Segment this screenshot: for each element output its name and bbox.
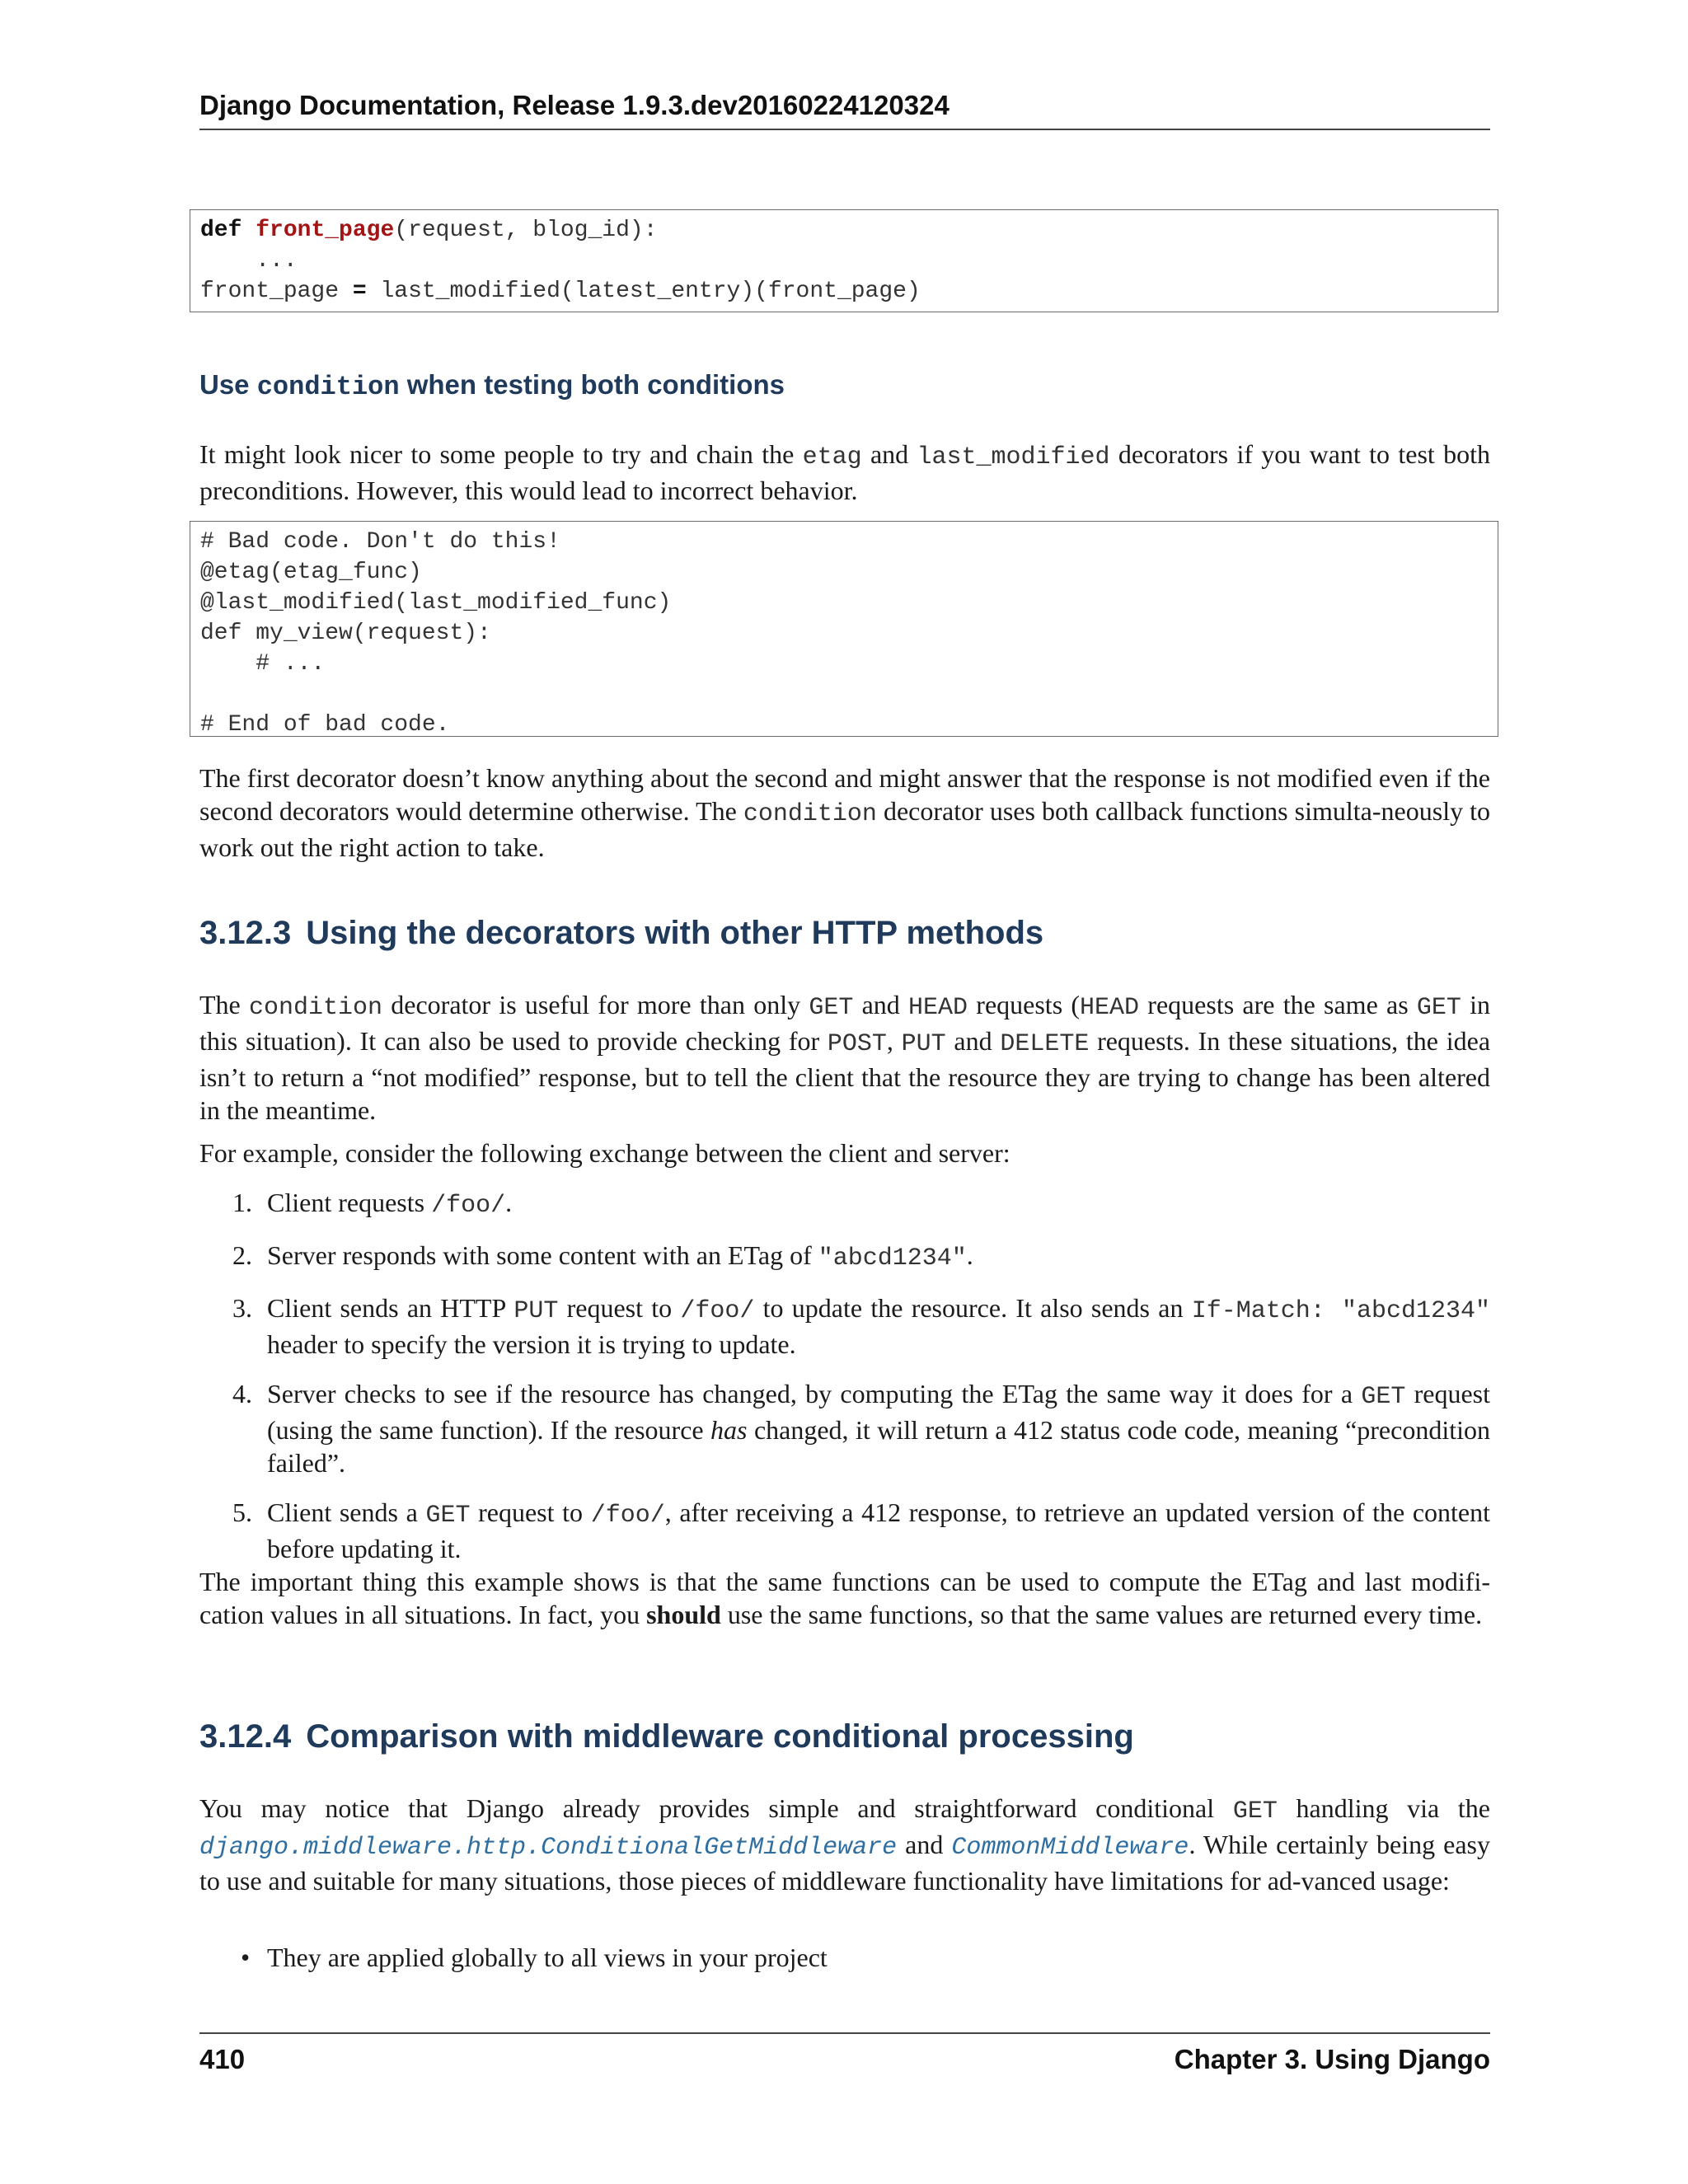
limitations-list — [199, 1941, 1490, 1974]
paragraph-middleware: You may notice that Django already provides simple and straightforward conditional GET handling via the django.middleware.http.ConditionalGetMiddleware and CommonMiddleware. While certainly being easy to use and suitable for many situations, those pieces of middleware functionality have limitations for ad-vanced usage: — [199, 1793, 1491, 1896]
section-heading-middleware: 3.12.4 Comparison with middleware conditional processing — [199, 1718, 1134, 1755]
list-item: 4. Server checks to see if the resource has changed, by computing the ETag the same way it does for a GET request (using the same function). If the resource has changed, it will return a 412 status code code, meaning “precondition failed”. — [232, 1379, 1491, 1478]
paragraph-decorator-explanation: The first decorator doesn’t know anything about the second and might answer that the response is not modified even if the second decorators would determine otherwise. The condition decorator uses both callback functions simulta-neously to work out the right action to take. — [199, 763, 1491, 862]
running-header: Django Documentation, Release 1.9.3.dev20160224120324 — [199, 91, 1490, 130]
list-item: 1. Client requests /foo/. — [232, 1188, 513, 1220]
chapter-title: Chapter 3. Using Django — [1174, 2044, 1490, 2074]
subsection-heading: Use condition when testing both conditions — [199, 369, 785, 402]
conditional-get-middleware-link[interactable]: django.middleware.http.ConditionalGetMiddleware — [199, 1834, 898, 1862]
paragraph-chaining: It might look nicer to some people to try and chain the etag and last_modified decorators if you want to test both preconditions. However, this would lead to incorrect behavior. — [199, 439, 1491, 505]
paragraph-example-intro: For example, consider the following exchange between the client and server: — [199, 1138, 1010, 1168]
code-block-front-page: def front_page(request, blog_id): ... front_page = last_modified(latest_entry)(front_page) — [190, 209, 1498, 312]
section-heading-http-methods: 3.12.3 Using the decorators with other HTTP methods — [199, 915, 1044, 951]
exchange-steps-list — [199, 1186, 1490, 1582]
page-number: 410 — [199, 2044, 246, 2074]
list-item: 2. Server responds with some content with an ETag of "abcd1234". — [232, 1240, 973, 1272]
list-item: • They are applied globally to all views in your project — [241, 1943, 828, 1972]
running-footer — [199, 2032, 1490, 2075]
code-block-bad-code: # Bad code. Don't do this! @etag(etag_func) @last_modified(last_modified_func) def my_view(request): # ... # End of bad code. — [190, 521, 1498, 737]
list-item: 5. Client sends a GET request to /foo/, after receiving a 412 response, to retrieve an updated version of the content before updating it. — [232, 1497, 1491, 1563]
list-item: 3. Client sends an HTTP PUT request to /foo/ to update the resource. It also sends an If-Match: "abcd1234" header to specify the version it is trying to update. — [232, 1293, 1491, 1359]
common-middleware-link[interactable]: CommonMiddleware — [951, 1834, 1189, 1862]
paragraph-http-methods: The condition decorator is useful for more than only GET and HEAD requests (HEAD requests are the same as GET in this situation). It can also be used to provide checking for POST, PUT and DELETE requests. In these situations, the idea isn’t to return a “not modified” response, but to tell the client that the resource they are trying to change has been altered in the meantime. — [199, 990, 1491, 1125]
paragraph-important-thing: The important thing this example shows is that the same functions can be used to compute the ETag and last modifi-cation values in all situations. In fact, you should use the same functions, so that the same values are returned every time. — [199, 1567, 1490, 1629]
